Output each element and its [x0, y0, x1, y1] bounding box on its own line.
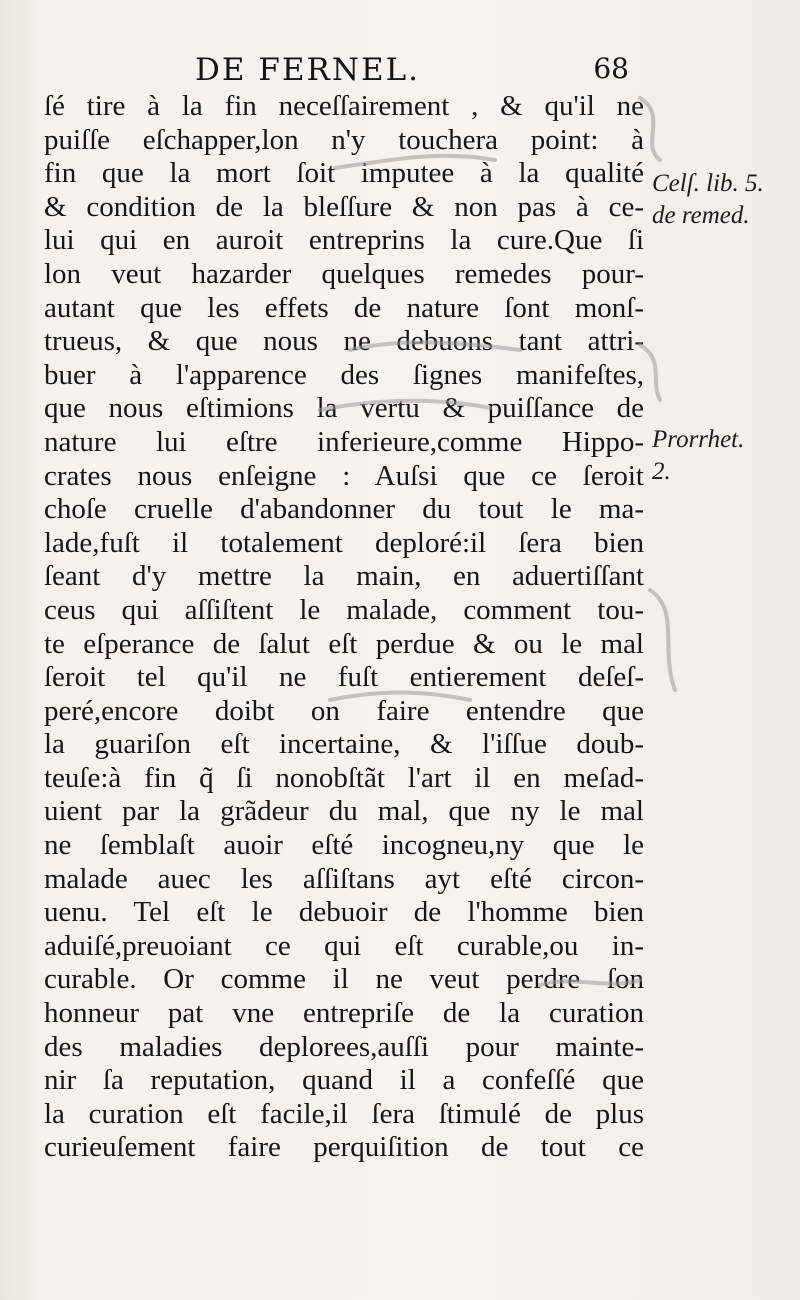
text-line: curieuſement faire perquiſition de tout ce [44, 1131, 644, 1164]
text-line: ſeant d'y mettre la main, en aduertiſſant [44, 560, 644, 593]
text-line: honneur pat vne entrepriſe de la curation [44, 997, 644, 1030]
text-line: ceus qui aſſiſtent le malade, comment tou- [44, 593, 644, 626]
margin-note-line: Celſ. lib. 5. [652, 170, 764, 197]
text-line: fin que la mort ſoit imputee à la qualité [44, 157, 644, 190]
margin-note-line: Prorrhet. [652, 426, 745, 453]
text-line: nature lui eſtre inferieure,comme Hippo- [44, 425, 644, 458]
text-line: que nous eſtimions la vertu & puiſſance de [44, 392, 644, 425]
margin-note-line: de remed. [652, 202, 750, 229]
text-line: la curation eſt facile,il ſera ſtimulé de plus [44, 1097, 644, 1130]
text-line: ſeroit tel qu'il ne fuſt entierement deſeſ- [44, 661, 644, 694]
text-line: curable. Or comme il ne veut perdre ſon [44, 963, 644, 996]
margin-note-line: 2. [652, 458, 671, 485]
margin-note-prorrhet [652, 424, 744, 488]
text-line: peré,encore doibt on faire entendre que [44, 694, 644, 727]
pencil-stroke [650, 590, 675, 690]
running-head: DE FERNEL. [195, 52, 421, 88]
text-line: la guariſon eſt incertaine, & l'iſſue doub- [44, 728, 644, 761]
text-line: trueus, & que nous ne debuons tant attri- [44, 325, 644, 358]
text-line: ne ſemblaſt auoir eſté incogneu,ny que le [44, 829, 644, 862]
text-line: lui qui en auroit entreprins la cure.Que ſi [44, 224, 644, 257]
text-line: autant que les effets de nature ſont monſ- [44, 291, 644, 324]
text-line: teuſe:à fin q̃ ſi nonobſtãt l'art il en meſad- [44, 761, 644, 794]
text-line: & condition de la bleſſure & non pas à ce- [44, 190, 644, 223]
text-line: ſé tire à la fin neceſſairement , & qu'il ne [44, 90, 644, 122]
text-line: te eſperance de ſalut eſt perdue & ou le mal [44, 627, 644, 660]
page-number: 68 [593, 52, 629, 85]
text-line: des maladies deplorees,auſſi pour mainte- [44, 1030, 644, 1063]
text-line: uenu. Tel eſt le debuoir de l'homme bien [44, 896, 644, 929]
text-line: lade,fuſt il totalement deploré:il ſera bien [44, 526, 644, 559]
text-line: malade auec les aſſiſtans ayt eſté circon- [44, 862, 644, 895]
page-header [195, 52, 635, 92]
body-text [44, 90, 644, 1165]
text-line: uient par la grãdeur du mal, que ny le mal [44, 795, 644, 828]
text-line: crates nous enſeigne : Auſsi que ce ſeroit [44, 459, 644, 492]
margin-note-celsus [652, 168, 764, 232]
text-line: lon veut hazarder quelques remedes pour- [44, 257, 644, 290]
text-line: nir ſa reputation, quand il a confeſſé que [44, 1064, 644, 1097]
text-line: puiſſe eſchapper,lon n'y touchera point: à [44, 123, 644, 156]
text-line: buer à l'apparence des ſignes manifeſtes, [44, 358, 644, 391]
text-line: aduiſé,preuoiant ce qui eſt curable,ou in- [44, 929, 644, 962]
text-line: choſe cruelle d'abandonner du tout le ma- [44, 493, 644, 526]
